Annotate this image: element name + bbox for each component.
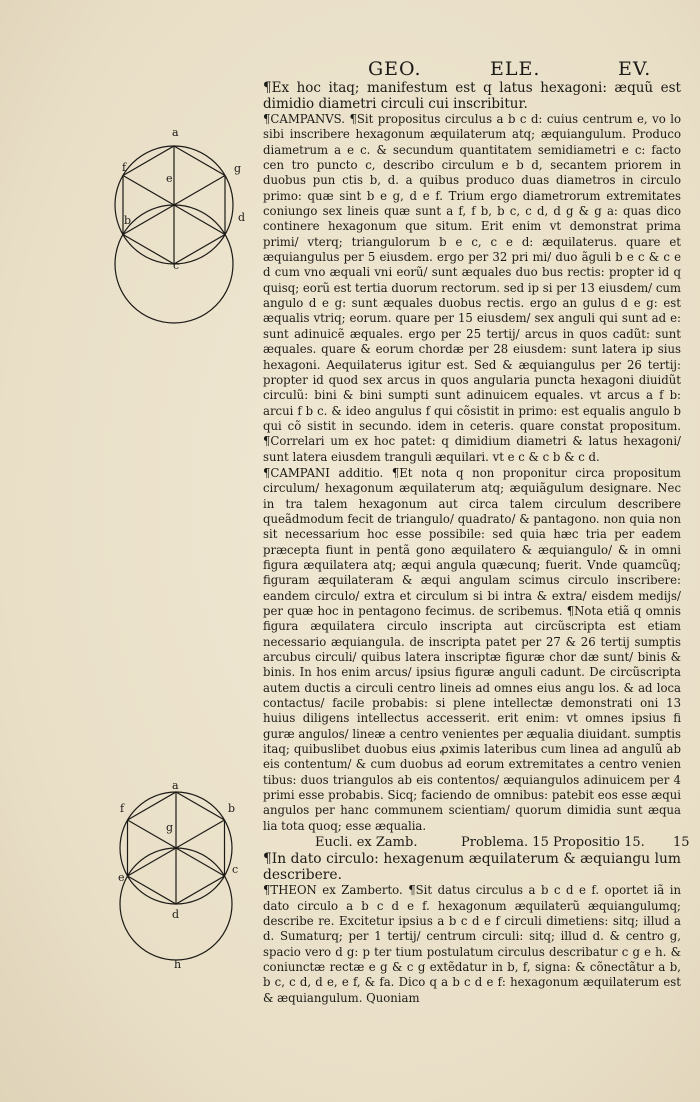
fig1-label-e: e [166,172,173,185]
fig2-label-b: b [228,802,236,815]
theon-paragraph: ¶THEON ex Zamberto. ¶Sit datus circulus a b c d e f. oportet iã in dato circulo a b c d e f. hexagonum æquilaterũ æquiangulumq; describe re. Excitetur ipsius a b c d e f circuli dimetiens: sitq; illud a d. Sumaturq; per 1 tertij/ centrum circuli: sitq; illud d. & centro g, spacio vero d g: p ter tium postulatum circulus describatur c g e h. & coniunctæ rectæ e g & c g extẽdatur in b, f, signa: & cõnectãtur a b, b c, c d, d e, e f, & fa. Dico q a b c d e f: hexagonum æquilaterum est & æquiangulum. Quoniam [263,883,681,1005]
fig1-label-d: d [238,211,246,224]
problem-title: Problema. 15 Propositio 15. [461,835,645,851]
fig1-label-a: a [172,126,179,139]
fig1-label-g: g [234,162,242,175]
figure-hexagon-theon [114,778,246,970]
problem-margin-number: 15 [673,835,690,851]
fig1-label-b: b [124,214,132,227]
problem-source: Eucli. ex Zamb. [315,835,418,851]
campanus-additio-paragraph: ¶CAMPANI additio. ¶Et nota q non proponitur circa propositum circulum/ hexagonum æquilaterum atq; æquiãgulum designare. Nec in tra talem hexagonum aut circa talem circulum describere queãdmodum fecit de triangulo/ quadrato/ & pantagono. non quia non sit necessarium hoc esse possibile: sed quia hæc tria per eadem præcepta fiunt in pentã gono æquilatero & æquiangulo/ & in omni figura æquilatera atq; æqui angula quæcunq; fuerit. Vnde quamcũq; figuram æquilateram & æqui angulam scimus circulo inscribere: eandem circulo/ extra et circulum si bi intra & extra/ eisdem medijs/ per quæ hoc in pentagono fecimus. de scribemus. ¶Nota etiã q omnis figura æquilatera circulo inscripta aut circũscripta est etiam necessario æquiangula. de inscripta patet per 27 & 26 tertij sumptis arcubus circuli/ quibus latera inscriptæ figuræ chor dæ sunt/ binis & binis. In hos enim arcus/ ipsius figuræ anguli cadunt. De circũscripta autem ductis a circuli centro lineis ad omnes eius angu los. & ad loca contactus/ facile probabis: si plene intellectæ demonstrati oni 13 huius diligens intellectus accesserit. erit enim: vt omnes ipsius fi guræ angulos/ lineæ a centro venientes per æqualia diuidant. sumptis itaq; quibuslibet duobus eius ꝓximis lateribus cum linea ad angulũ ab eis contentum/ & cum duobus ad eorum extremitates a centro venien tibus: duos triangulos ab eis contentos/ æquiangulos adinuicem per 4 primi esse probabis. Sicq; faciendo de omnibus: patebit eos esse æqui angulos per hanc communem scientiam/ quorum dimidia sunt æqua lia tota quoq; esse æqualia. [263,465,681,833]
header-right: EV. [618,58,652,80]
fig2-label-g: g [166,821,174,834]
campanus-paragraph: ¶CAMPANVS. ¶Sit propositus circulus a b c d: cuius centrum e, vo lo sibi inscribere hexagonum æquilaterum atq; æquiangulum. Produco diametrum a e c. & secundum quantitatem semidiametri e c: facto cen tro puncto c, describo circulum e b d, secantem priorem in duobus pun ctis b, d. a quibus produco duas diametros in circulo primo: quæ sint b e g, d e f. Trium ergo diametrorum extremitates coniungo sex lineis quæ sunt a f, f b, b c, c d, d g & g a: quas dico continere hexagonum que situm. Erit enim vt demonstrat prima primi/ vterq; triangulorum b e c, c e d: æquilaterus. quare et æquiangulus per 5 eiusdem. ergo per 32 pri mi/ duo ãguli b e c & c e d cum vno æquali vni eorũ/ sunt æquales duo bus rectis: propter id q quisq; eorũ est tertia duorum rectorum. sed ip si per 13 eiusdem/ cum angulo d e g: sunt æquales duobus rectis. ergo an gulus d e g: est æqualis vtriq; eorum. quare per 15 eiusdem/ sex anguli qui sunt ad e: sunt adinuicẽ æquales. ergo per 25 tertij/ arcus in quos cadũt: sunt æquales. quare & eorum chordæ per 28 eiusdem: sunt latera ip sius hexagoni. Aequilaterus igitur est. Sed & æquiangulus per 26 tertij: propter id quod sex arcus in quos angularia puncta hexagoni diuidũt circulũ: bini & bini sumpti sunt adinuicem equales. vt arcus a f b: arcui f b c. & ideo angulus f qui cõsistit in primo: est equalis angulo b qui cõ sistit in secundo. idem in ceteris. quare constat propositum. ¶Correlari um ex hoc patet: q dimidium diametri & latus hexagoni/ sunt latera eiusdem tranguli æquilari. vt e c & c b & c d. [263,112,681,464]
header-left: GEO. [368,58,422,80]
fig1-label-f: f [122,161,127,174]
fig2-label-a: a [172,779,179,792]
figure-hexagon-campanus [112,124,244,306]
enunciation-paragraph: ¶In dato circulo: hexagenum æquilaterum & æquiangu lum describere. [263,851,681,884]
fig2-label-d: d [172,908,180,921]
fig2-label-f: f [120,802,125,815]
fig2-label-c: c [232,863,239,876]
header-center: ELE. [490,58,541,80]
fig2-label-h: h [174,958,182,971]
problem-heading [263,835,690,851]
fig1-label-c: c [173,259,180,272]
main-text-column [263,80,690,1006]
corollary-paragraph: ¶Ex hoc itaq; manifestum est q latus hexagoni: æquũ est dimidio diametri circuli cui inscribitur. [263,80,681,112]
fig2-label-e: e [118,871,125,884]
